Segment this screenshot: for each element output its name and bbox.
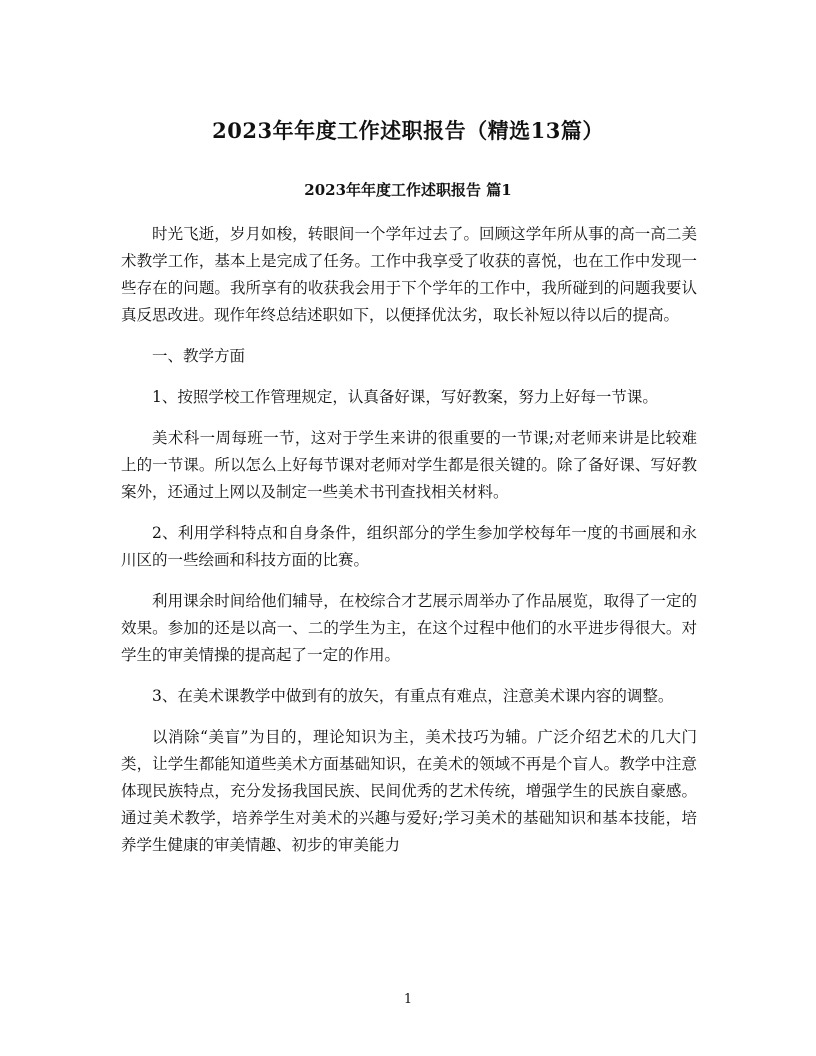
document-title: 2023年年度工作述职报告（精选13篇） [212,118,604,143]
paragraph-item-1: 1、按照学校工作管理规定，认真备好课，写好教案，努力上好每一节课。 [152,388,658,406]
paragraph-heading-teaching: 一、教学方面 [152,347,246,365]
paragraph-item-3-detail: 以消除“美盲”为目的，理论知识为主，美术技巧为辅。广泛介绍艺术的几大门类，让学生都能知道些美术方面基础知识，在美术的领域不再是个盲人。教学中注意体现民族特点，充分发扬我国民族、民间优秀的艺术传统，增强学生的民族自豪感。通过美术教学，培养学生对美术的兴趣与爱好;学习美术的基础知识和基本技能，培养学生健康的审美情趣、初步的审美能力 [121,728,697,854]
paragraph-intro: 时光飞逝，岁月如梭，转眼间一个学年过去了。回顾这学年所从事的高一高二美术教学工作，基本上是完成了任务。工作中我享受了收获的喜悦，也在工作中发现一些存在的问题。我所享有的收获我会用于下个学年的工作中，我所碰到的问题我要认真反思改进。现作年终总结述职如下，以便择优汰劣，取长补短以待以后的提高。 [121,225,697,324]
paragraph-item-3: 3、在美术课教学中做到有的放矢，有重点有难点，注意美术课内容的调整。 [152,687,674,705]
page-number: 1 [403,992,413,1007]
paragraph-item-2-detail: 利用课余时间给他们辅导，在校综合才艺展示周举办了作品展览，取得了一定的效果。参加的还是以高一、二的学生为主，在这个过程中他们的水平进步得很大。对学生的审美情操的提高起了一定的作用。 [121,592,697,664]
paragraph-item-1-detail: 美术科一周每班一节，这对于学生来讲的很重要的一节课;对老师来讲是比较难上的一节课。所以怎么上好每节课对老师对学生都是很关键的。除了备好课、写好教案外，还通过上网以及制定一些美术书刊查找相关材料。 [121,429,697,501]
document-body [121,221,697,873]
paragraph-item-2: 2、利用学科特点和自身条件，组织部分的学生参加学校每年一度的书画展和永川区的一些绘画和科技方面的比赛。 [121,524,697,569]
section-heading: 2023年年度工作述职报告 篇1 [304,181,512,199]
